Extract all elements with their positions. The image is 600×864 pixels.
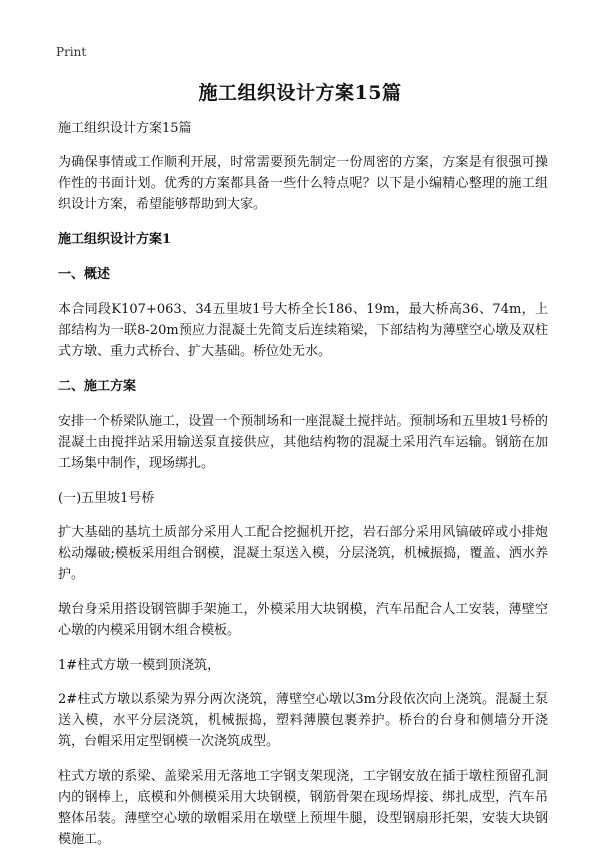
foundation-paragraph: 扩大基础的基坑土质部分采用人工配合挖掘机开挖，岩石部分采用风镐破碎或小排炮松动爆破;模板采用组合钢模，混凝土泵送入模，分层浇筑，机械振捣，覆盖、洒水养护。: [58, 525, 548, 582]
sub-heading: (一)五里坡1号桥: [58, 491, 155, 506]
overview-paragraph: 本合同段K107+063、34五里坡1号大桥全长186、19m，最大桥高36、74m，上部结构为一联8-20m预应力混凝土先简支后连续箱梁，下部结构为薄壁空心墩及双柱式方墩、重力式桥台、扩大基础。桥位处无水。: [58, 302, 548, 359]
intro-paragraph: 为确保事情或工作顺利开展，时常需要预先制定一份周密的方案，方案是有很强可操作性的书面计划。优秀的方案都具备一些什么特点呢？以下是小编精心整理的施工组织设计方案，希望能够帮助到大家。: [58, 155, 548, 212]
beams-paragraph: 柱式方墩的系梁、盖梁采用无落地工字钢支架现浇，工字钢安放在插于墩柱预留孔洞内的钢棒上，底模和外侧模采用大块钢模，钢筋骨架在现场焊接、绑扎成型，汽车吊整体吊装。薄壁空心墩的墩帽采用在墩壁上预埋牛腿，设型钢扇形托架，安装大块钢模施工。: [58, 769, 548, 847]
section-title: 施工组织设计方案1: [58, 232, 172, 247]
heading-plan: 二、施工方案: [58, 379, 137, 394]
pier1-paragraph: 1#柱式方墩一模到顶浇筑，: [58, 658, 221, 673]
pier-paragraph: 墩台身采用搭设钢管脚手架施工，外模采用大块钢模，汽车吊配合人工安装，薄壁空心墩的内模采用钢木组合模板。: [58, 602, 548, 638]
pier2-paragraph: 2#柱式方墩以系梁为界分两次浇筑，薄壁空心墩以3m分段依次向上浇筑。混凝土泵送入模，水平分层浇筑，机械振捣，塑料薄膜包裹养护。桥台的台身和侧墙分开浇筑，台帽采用定型钢模一次浇筑成型。: [58, 692, 548, 749]
document-body: [58, 118, 548, 864]
heading-overview: 一、概述: [58, 267, 111, 282]
subtitle: 施工组织设计方案15篇: [58, 121, 192, 136]
page-title: 施工组织设计方案15篇: [198, 82, 402, 104]
plan-paragraph: 安排一个桥梁队施工，设置一个预制场和一座混凝土搅拌站。预制场和五里坡1号桥的混凝土由搅拌站采用输送泵直接供应，其他结构物的混凝土采用汽车运输。钢筋在加工场集中制作，现场绑扎。: [58, 414, 548, 471]
print-link[interactable]: Print: [56, 45, 87, 59]
